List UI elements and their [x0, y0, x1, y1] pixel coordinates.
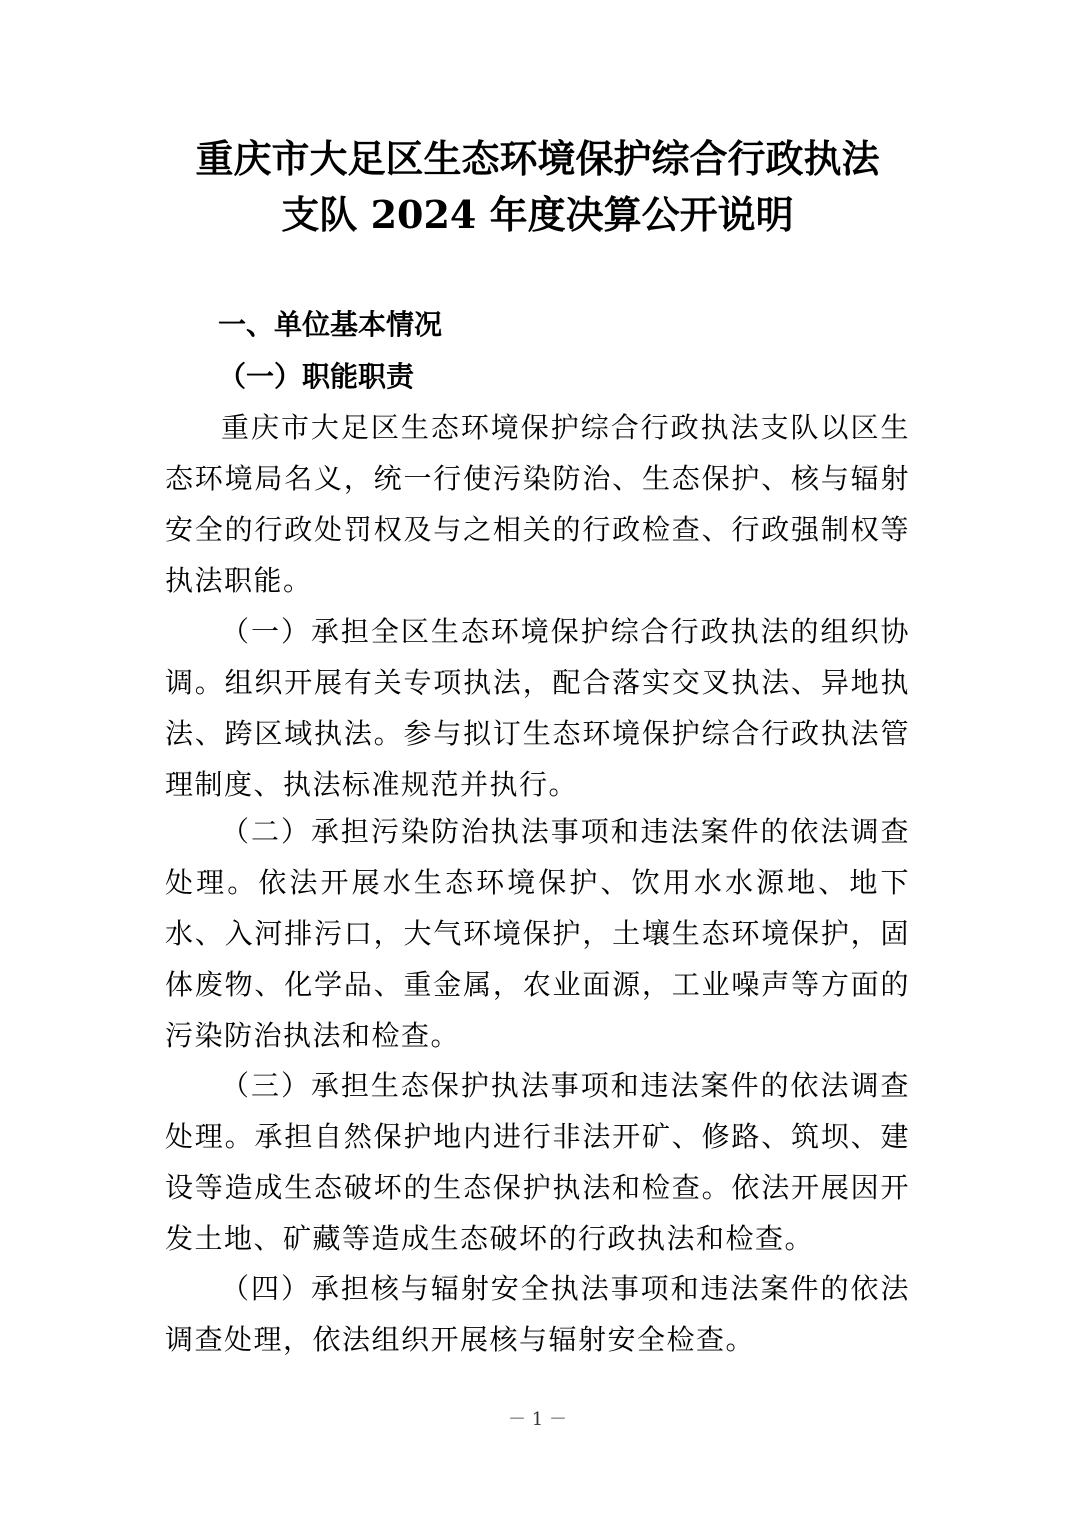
document-title-line2: 支队 2024 年度决算公开说明 [281, 192, 794, 237]
paragraph-duty-1: （一）承担全区生态环境保护综合行政执法的组织协调。组织开展有关专项执法，配合落实交叉执法、异地执法、跨区域执法。参与拟订生态环境保护综合行政执法管理制度、执法标准规范并执行。 [165, 615, 910, 801]
section-heading: 一、单位基本情况 [218, 308, 443, 341]
paragraph-intro: 重庆市大足区生态环境保护综合行政执法支队以区生态环境局名义，统一行使污染防治、生态保护、核与辐射安全的行政处罚权及与之相关的行政检查、行政强制权等执法职能。 [165, 411, 910, 597]
document-title-line1: 重庆市大足区生态环境保护综合行政执法 [195, 136, 880, 181]
paragraph-duty-3: （三）承担生态保护执法事项和违法案件的依法调查处理。承担自然保护地内进行非法开矿、修路、筑坝、建设等造成生态破坏的生态保护执法和检查。依法开展因开发土地、矿藏等造成生态破坏的行政执法和检查。 [165, 1069, 910, 1255]
subsection-heading: （一）职能职责 [218, 360, 415, 393]
paragraph-duty-4: （四）承担核与辐射安全执法事项和违法案件的依法调查处理，依法组织开展核与辐射安全检查。 [165, 1272, 910, 1356]
paragraph-duty-2: （二）承担污染防治执法事项和违法案件的依法调查处理。依法开展水生态环境保护、饮用水水源地、地下水、入河排污口，大气环境保护，土壤生态环境保护，固体废物、化学品、重金属，农业面源，工业噪声等方面的污染防治执法和检查。 [165, 815, 910, 1052]
page-number: － 1 － [508, 1409, 567, 1430]
